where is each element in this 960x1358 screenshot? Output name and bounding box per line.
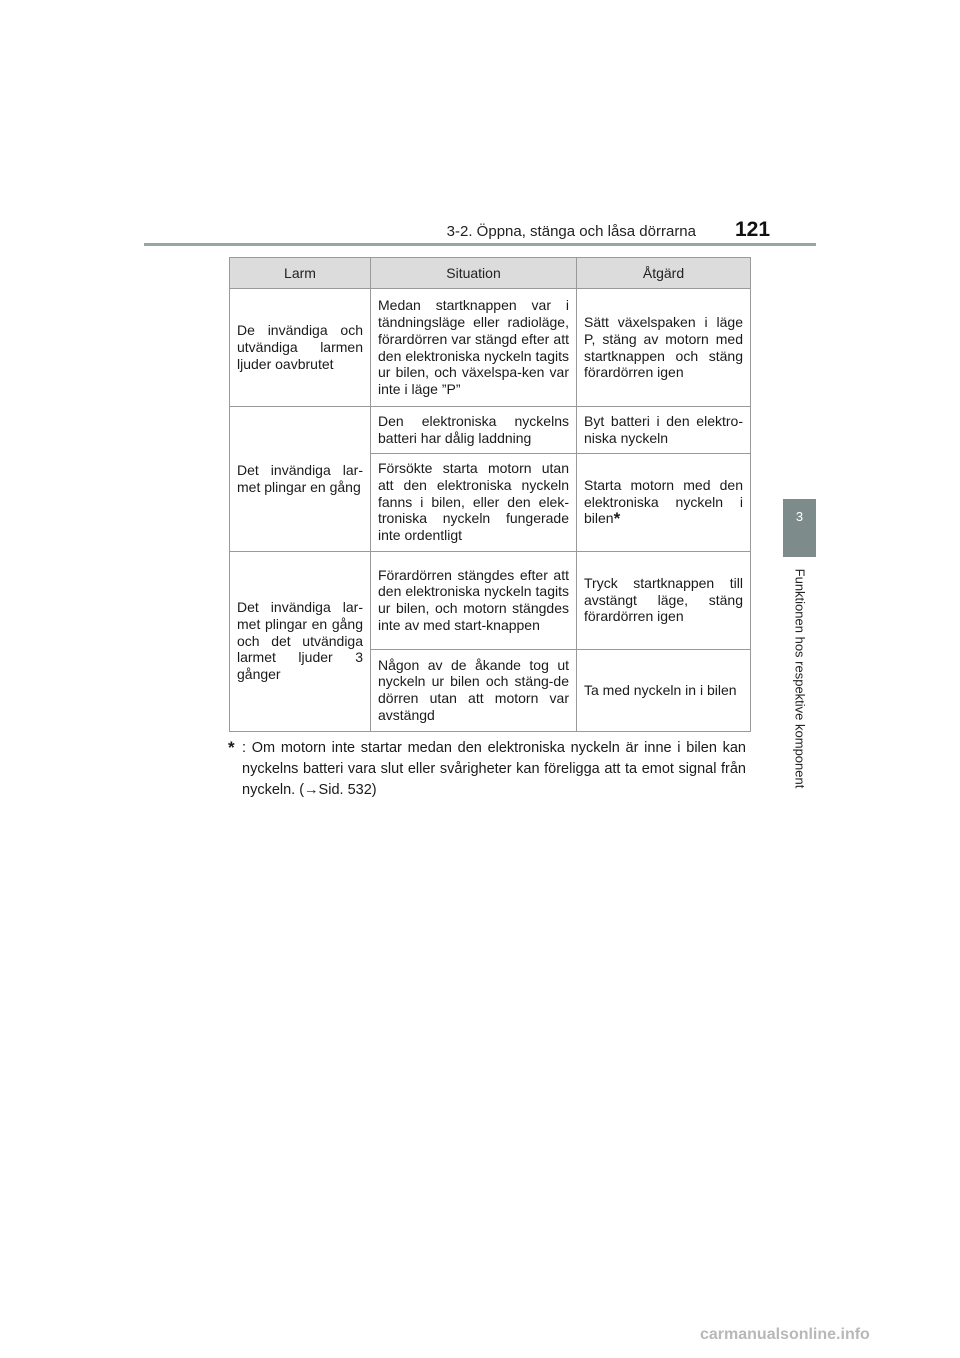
page-number: 121 (735, 218, 771, 241)
cell-atgard: Tryck startknappen till avstängt läge, stäng förardörren igen (577, 551, 751, 649)
watermark: carmanualsonline.info (700, 1326, 870, 1343)
cell-atgard: Byt batteri i den elektro-niska nyckeln (577, 407, 751, 454)
cell-larm: De invändiga och utvändiga larmen ljuder oavbrutet (230, 289, 371, 407)
cell-atgard (577, 453, 751, 551)
table-row (230, 551, 751, 649)
footnote-text: : Om motorn inte startar medan den elektroniska nyckeln är inne i bilen kan nyckelns batteri vara slut eller svårigheter kan föreligga att ta emot signal från nyckeln. (→Sid. 532) (242, 740, 746, 799)
alarm-table (229, 257, 751, 732)
column-header-larm: Larm (230, 258, 371, 289)
column-header-atgard: Åtgärd (577, 258, 751, 289)
cell-atgard-text: Starta motorn med den elektroniska nyckeln i bilen (584, 476, 743, 527)
cell-situation: Försökte starta motorn utan att den elektroniska nyckeln fanns i bilen, eller den elek-troniska nyckeln fungerade inte ordentligt (371, 453, 577, 551)
column-header-situation: Situation (371, 258, 577, 289)
chapter-number: 3 (795, 509, 804, 524)
section-title: 3-2. Öppna, stänga och låsa dörrarna (446, 223, 696, 240)
cell-larm: Det invändiga lar-met plingar en gång och det utvändiga larmet ljuder 3 gånger (230, 551, 371, 731)
table-row (230, 289, 751, 407)
table-row (230, 407, 751, 454)
cell-situation: Medan startknappen var i tändningsläge eller radioläge, förardörren var stängd efter att den elektroniska nyckeln tagits ur bilen, och växelspa-ken var inte i läge ”P” (371, 289, 577, 407)
cell-atgard: Sätt växelspaken i läge P, stäng av motorn med startknappen och stäng förardörren igen (577, 289, 751, 407)
table-header-row (230, 258, 751, 289)
chapter-label-text: Funktionen hos respektive komponent (792, 568, 808, 789)
footnote (228, 738, 746, 801)
cell-atgard: Ta med nyckeln in i bilen (577, 649, 751, 731)
cell-situation: Någon av de åkande tog ut nyckeln ur bilen och stäng-de dörren utan att motorn var avstängd (371, 649, 577, 731)
footnote-reference-mark: * (613, 509, 621, 529)
cell-larm: Det invändiga lar-met plingar en gång (230, 407, 371, 552)
cell-situation: Den elektroniska nyckelns batteri har dålig laddning (371, 407, 577, 454)
cell-situation: Förardörren stängdes efter att den elektroniska nyckeln tagits ur bilen, och motorn stängdes inte av med start-knappen (371, 551, 577, 649)
header-divider (144, 243, 816, 246)
footnote-mark: * (228, 738, 235, 757)
